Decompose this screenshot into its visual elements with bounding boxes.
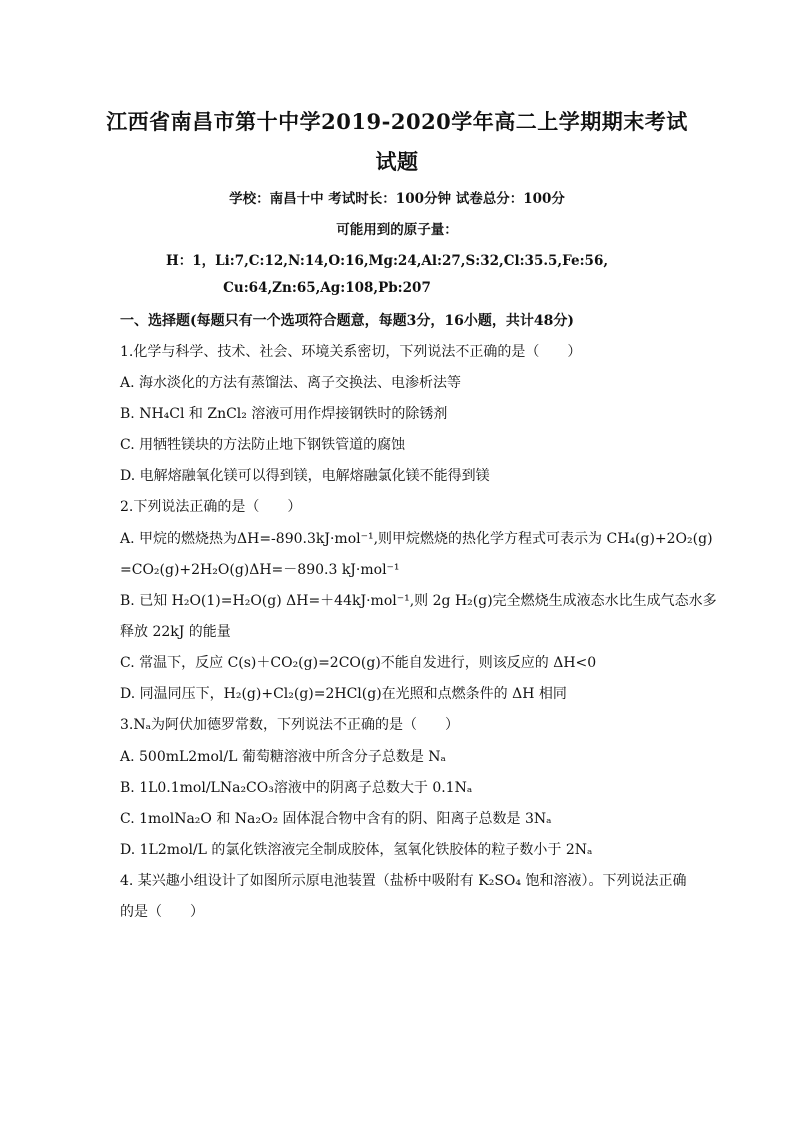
question-3-option-c: C. 1molNa₂O 和 Na₂O₂ 固体混合物中含有的阴、阳离子总数是 3Nₐ xyxy=(120,811,552,827)
question-2-option-d: D. 同温同压下，H₂(g)+Cl₂(g)=2HCl(g)在光照和点燃条件的 ΔH 相同 xyxy=(120,686,567,702)
question-4-stem-line-2: 的是（ ） xyxy=(120,904,204,920)
question-1-option-a: A. 海水淡化的方法有蒸馏法、离子交换法、电渗析法等 xyxy=(120,375,462,391)
atomic-mass-header: 可能用到的原子量： xyxy=(336,222,458,238)
atomic-mass-line-1: H：1，Li:7,C:12,N:14,O:16,Mg:24,Al:27,S:32,Cl:35.5,Fe:56, xyxy=(165,253,609,269)
question-3-option-b: B. 1L0.1mol/LNa₂CO₃溶液中的阴离子总数大于 0.1Nₐ xyxy=(120,780,473,796)
document-title-line-1: 江西省南昌市第十中学2019-2020学年高二上学期期末考试 xyxy=(106,109,688,134)
question-2-option-a-line-1: A. 甲烷的燃烧热为ΔH=-890.3kJ·mol⁻¹,则甲烷燃烧的热化学方程式可表示为 CH₄(g)+2O₂(g) xyxy=(120,531,713,547)
question-4-stem-line-1: 4. 某兴趣小组设计了如图所示原电池装置（盐桥中吸附有 K₂SO₄ 饱和溶液）。下列说法正确 xyxy=(120,873,687,889)
question-2-option-a-line-2: =CO₂(g)+2H₂O(g)ΔH=－890.3 kJ·mol⁻¹ xyxy=(120,562,400,578)
section-heading: 一、选择题(每题只有一个选项符合题意，每题3分，16小题，共计48分) xyxy=(120,313,574,329)
question-3-option-d: D. 1L2mol/L 的氯化铁溶液完全制成胶体，氢氧化铁胶体的粒子数小于 2Nₐ xyxy=(120,842,593,858)
question-1-option-c: C. 用牺牲镁块的方法防止地下钢铁管道的腐蚀 xyxy=(120,437,406,453)
question-3-stem: 3.Nₐ为阿伏加德罗常数，下列说法不正确的是（ ） xyxy=(120,717,460,733)
atomic-mass-line-2: Cu:64,Zn:65,Ag:108,Pb:207 xyxy=(223,280,431,296)
question-2-option-b-line-1: B. 已知 H₂O(1)=H₂O(g) ΔH=＋44kJ·mol⁻¹,则 2g H₂(g)完全燃烧生成液态水比生成气态水多 xyxy=(120,593,717,609)
question-1-option-b: B. NH₄Cl 和 ZnCl₂ 溶液可用作焊接钢铁时的除锈剂 xyxy=(120,406,448,422)
question-1-stem: 1.化学与科学、技术、社会、环境关系密切，下列说法不正确的是（ ） xyxy=(120,344,582,360)
question-2-stem: 2.下列说法正确的是（ ） xyxy=(120,499,302,515)
document-title-line-2: 试题 xyxy=(375,149,419,174)
school-info: 学校：南昌十中 考试时长：100分钟 试卷总分：100分 xyxy=(229,191,565,207)
question-3-option-a: A. 500mL2mol/L 葡萄糖溶液中所含分子总数是 Nₐ xyxy=(120,749,446,765)
question-2-option-c: C. 常温下，反应 C(s)＋CO₂(g)=2CO(g)不能自发进行，则该反应的 ΔH<0 xyxy=(120,655,597,671)
question-1-option-d: D. 电解熔融氧化镁可以得到镁，电解熔融氯化镁不能得到镁 xyxy=(120,468,490,484)
question-2-option-b-line-2: 释放 22kJ 的能量 xyxy=(120,624,231,640)
